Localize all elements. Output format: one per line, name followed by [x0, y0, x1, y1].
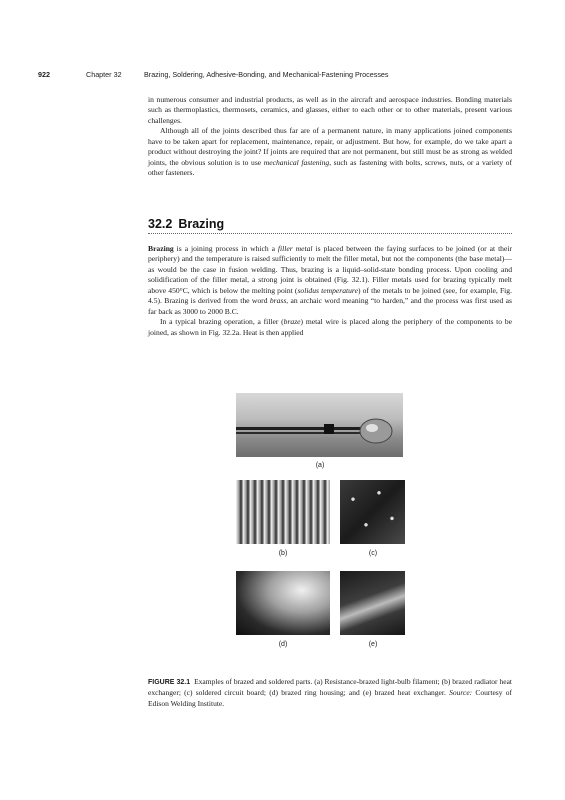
figure-label-c: (c) — [368, 550, 378, 557]
running-header — [38, 70, 528, 79]
section-title: Brazing — [178, 217, 225, 231]
text-run: an archaic word meaning “to harden,” and the process was first used as far back as 3000 to 2000 B.C. — [148, 296, 512, 316]
figure-label-d: (d) — [278, 641, 288, 648]
emphasis: solidus temperature — [297, 285, 358, 295]
text-run: is placed between the faying surfaces to be joined (or at their periphery) and the temperature is raised sufficiently to melt the filler metal, but not the components (the base metal)—as would be the case in fusion welding. Thus, brazing is a liquid–solid-state bonding process. Upon cooling and solidification of the filler metal, a strong joint is obtained (Fig. 32.1). Filler metals used for brazing typically melt above 450°C, which is below the melting point ( — [148, 244, 512, 295]
caption-source-label: Source: — [449, 688, 473, 698]
brazing-text — [148, 244, 512, 338]
figure-photo-ring-housing — [236, 571, 330, 635]
figure-photo-heat-exchanger — [340, 571, 405, 635]
figure-label-a: (a) — [315, 462, 325, 469]
brazing-paragraph-1 — [148, 244, 512, 317]
intro-paragraph-1: in numerous consumer and industrial products, as well as in the aircraft and aerospace industries. Bonding materials such as thermoplastics, thermosets, ceramics, and glasses, either to each other or to other materials, present various challenges. — [148, 95, 512, 125]
chapter-title: Brazing, Soldering, Adhesive-Bonding, and Mechanical-Fastening Processes — [144, 70, 389, 79]
text-run: such as fastening with bolts, screws, nuts, or a variety of other fasteners. — [148, 157, 512, 178]
section-heading — [148, 217, 512, 234]
text-run: ) metal wire is placed along the periphery of the components to be joined, as shown in Fig. 32.2a. Heat is then applied — [148, 317, 512, 337]
emphasis: brass, — [269, 296, 289, 306]
figure-photo-radiator-heat-exchanger — [236, 480, 330, 544]
figure-photo-light-bulb-filament — [236, 393, 403, 457]
figure-photo-circuit-board — [340, 480, 405, 544]
intro-paragraph-2 — [148, 126, 512, 178]
emphasis: filler metal — [277, 244, 313, 253]
emphasis: braze — [283, 317, 301, 327]
page-number: 922 — [38, 70, 50, 79]
light-bulb-illustration — [236, 393, 403, 457]
text-run: ) of the metals to be joined (see, for example, Fig. 4.5). Brazing is derived from the word — [148, 285, 512, 306]
figure-id: FIGURE 32.1 — [148, 679, 191, 686]
figure-label-b: (b) — [278, 550, 288, 557]
caption-source: Courtesy of Edison Welding Institute. — [148, 688, 512, 708]
text-run: In a typical brazing operation, a filler ( — [160, 317, 284, 327]
text-run: Although all of the joints described thus far are of a permanent nature, in many applications joined components have to be taken apart for replacement, maintenance, repair, or adjustment. But how, for example, do we take apart a product without destroying the joint? If joints are required that are not permanent, but still must be as strong as welded joints, the obvious solution is to use — [148, 126, 512, 167]
chapter-number: Chapter 32 — [86, 70, 122, 79]
figure-label-e: (e) — [368, 641, 378, 648]
section-number: 32.2 — [148, 217, 173, 231]
figure-caption — [148, 677, 512, 709]
text-run: is a joining process in which a — [173, 244, 278, 253]
brazing-paragraph-2 — [148, 317, 512, 338]
emphasis: mechanical fastening, — [263, 157, 332, 167]
caption-text: Examples of brazed and soldered parts. (a) Resistance-brazed light-bulb filament; (b) brazed radiator heat exchanger; (c) soldered circuit board; (d) brazed ring housing; and (e) brazed heat exchanger. — [148, 677, 512, 698]
intro-text — [148, 95, 512, 179]
key-term: Brazing — [148, 244, 174, 253]
